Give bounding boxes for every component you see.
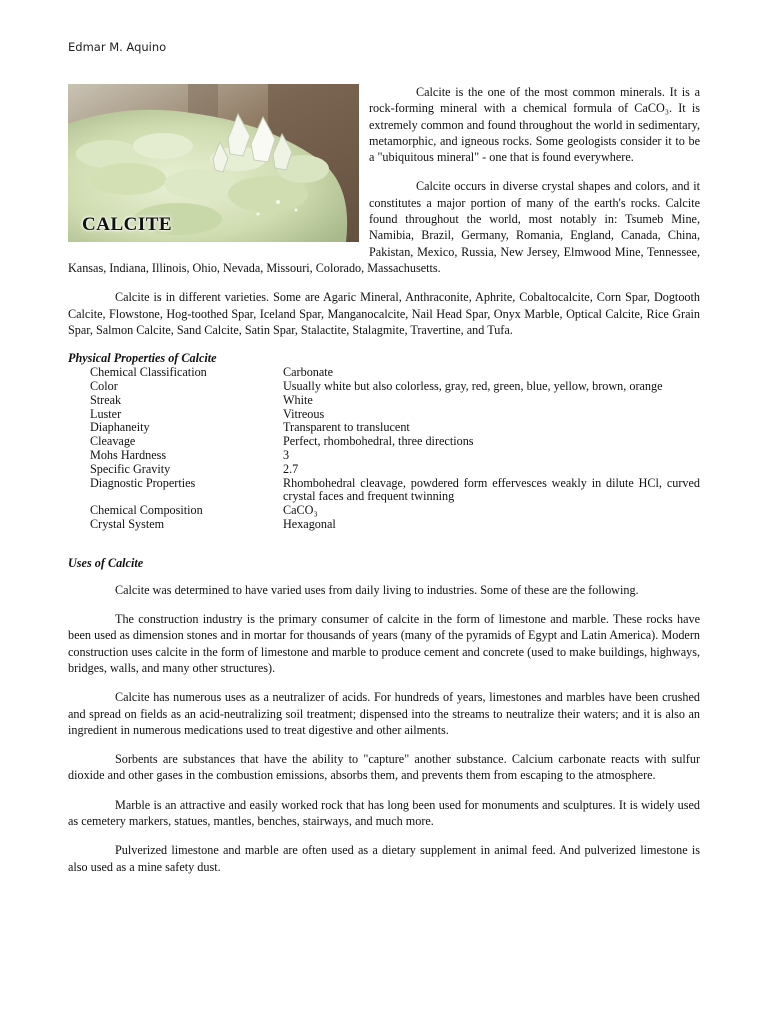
intro-paragraph: Calcite is in different varieties. Some are Agaric Mineral, Anthraconite, Aphrite, Cobaltocalcite, Corn Spar, Dogtooth Calcite, Flowstone, Hog-toothed Spar, Iceland Spar, Manganocalcite, Nail Head Spar, Onyx Marble, Optical Calcite, Rice Grain Spar, Salmon Calcite, Sand Calcite, Satin Spar, Stalactite, Stalagmite, Travertine, and Tufa. <box>68 290 700 337</box>
property-value: Vitreous <box>283 406 325 421</box>
property-value: Usually white but also colorless, gray, red, green, blue, yellow, brown, orange <box>283 378 663 393</box>
property-row <box>68 394 700 408</box>
uses-title: Uses of Calcite <box>68 555 144 570</box>
document-body <box>68 84 700 888</box>
property-value: Hexagonal <box>283 516 336 531</box>
uses-paragraph: Pulverized limestone and marble are often used as a dietary supplement in animal feed. And pulverized limestone is also used as a mine safety dust. <box>68 843 700 874</box>
property-value: 2.7 <box>283 461 299 476</box>
photo-label: CALCITE <box>82 213 173 235</box>
property-row <box>68 421 700 435</box>
property-key: Luster <box>90 406 122 421</box>
property-row <box>68 408 700 422</box>
property-value: Perfect, rhombohedral, three directions <box>283 434 474 449</box>
property-key: Streak <box>90 392 122 407</box>
property-value: CaCO₃ <box>283 503 318 518</box>
uses-paragraph: Sorbents are substances that have the ability to "capture" another substance. Calcium carbonate reacts with sulfur dioxide and other gases in the combustion emissions, absorbs them, and prevents them from escaping to the atmosphere. <box>68 752 700 783</box>
property-value: White <box>283 392 313 407</box>
property-row <box>68 504 700 518</box>
properties-title: Physical Properties of Calcite <box>68 351 217 366</box>
author-name: Edmar M. Aquino <box>68 40 167 54</box>
property-row <box>68 380 700 394</box>
property-row <box>68 366 700 380</box>
uses-paragraph: Calcite was determined to have varied uses from daily living to industries. Some of these are the following. <box>115 582 639 597</box>
property-key: Specific Gravity <box>90 461 171 476</box>
property-row <box>68 449 700 463</box>
property-key: Diagnostic Properties <box>90 475 196 490</box>
property-row <box>68 463 700 477</box>
intro-paragraph: Calcite occurs in diverse crystal shapes and colors, and it constitutes a major portion of many of the earth's rocks. Calcite found throughout the world, most notably in: Tsumeb Mine, Namibia, Brazil, Germany, Romania, England, Canada, China, Pakistan, Mexico, Russia, New Jersey, Elmwood Mine, Tennessee, Kansas, Indiana, Illinois, Ohio, Nevada, Missouri, Colorado, Massachusetts. <box>68 179 700 275</box>
calcite-photo <box>68 84 359 242</box>
uses-section <box>68 582 700 875</box>
property-key: Diaphaneity <box>90 420 150 435</box>
property-value: Carbonate <box>283 365 334 380</box>
property-value: Rhombohedral cleavage, powdered form effervesces weakly in dilute HCl, curved crystal faces and frequent twinning <box>283 475 700 504</box>
property-key: Mohs Hardness <box>90 447 167 462</box>
property-row <box>68 477 700 505</box>
property-key: Crystal System <box>90 516 165 531</box>
property-value: Transparent to translucent <box>283 420 410 435</box>
uses-paragraph: Marble is an attractive and easily worked rock that has long been used for monuments and sculptures. It is widely used as cemetery markers, statues, mantles, benches, stairways, and much more. <box>68 797 700 828</box>
property-key: Chemical Composition <box>90 503 203 518</box>
property-value: 3 <box>283 447 290 462</box>
intro-paragraph: Calcite is the one of the most common minerals. It is a rock-forming mineral with a chemical formula of CaCO₃. It is extremely common and found throughout the world in sedimentary, metamorphic, and igneous rocks. Some geologists consider it to be a "ubiquitous mineral" - one that is found everywhere. <box>369 85 700 165</box>
property-key: Cleavage <box>90 434 136 449</box>
property-row <box>68 435 700 449</box>
properties-table <box>68 366 700 532</box>
property-key: Chemical Classification <box>90 365 207 380</box>
uses-paragraph: Calcite has numerous uses as a neutralizer of acids. For hundreds of years, limestones and marbles have been crushed and spread on fields as an acid-neutralizing soil treatment; dispensed into the streams to neutralize their waters; and it is also an ingredient in numerous medications used to treat digestive and other ailments. <box>68 690 700 737</box>
property-key: Color <box>90 378 118 393</box>
property-row <box>68 518 700 532</box>
uses-paragraph: The construction industry is the primary consumer of calcite in the form of limestone and marble. These rocks have been used as dimension stones and in mortar for thousands of years (many of the pyramids of Egypt and Latin America). Modern construction uses calcite in the form of limestone and marble to produce cement and concrete (used to make buildings, highways, bridges, walls, and many other structures). <box>68 612 700 675</box>
